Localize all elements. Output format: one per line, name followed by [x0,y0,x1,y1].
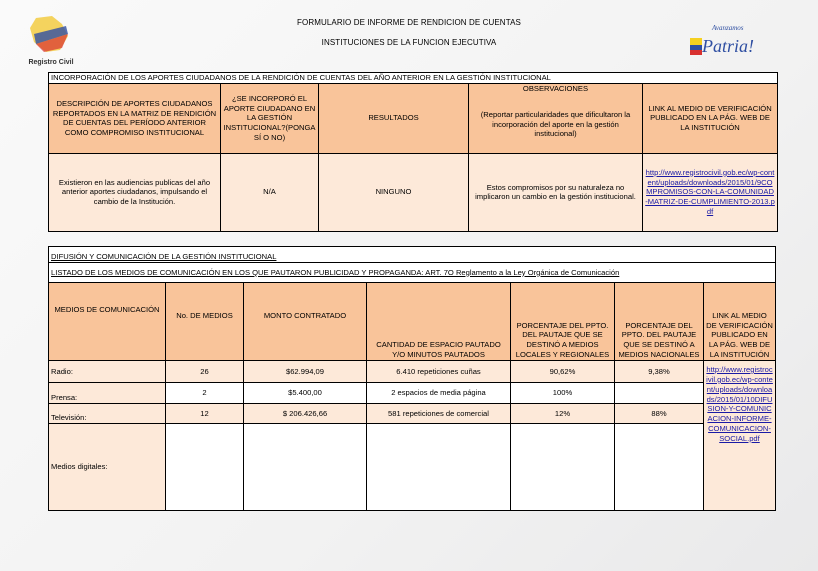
numero-cell: 26 [166,361,244,383]
aportes-ciudadanos-table [48,72,778,232]
nacional-cell: 9,38% [615,361,704,383]
table-row [49,153,778,231]
cantidad-cell: 2 espacios de media página [367,383,511,404]
section2-subtitle: LISTADO DE LOS MEDIOS DE COMUNICACIÓN EN LOS QUE PAUTARON PUBLICIDAD Y PROPAGANDA: ART. 7O Reglamento a la Ley Orgánica de Comunicación [49,263,776,283]
form-title: FORMULARIO DE INFORME DE RENDICION DE CUENTAS [297,18,521,27]
monto-cell: $ 206.426,66 [244,404,367,424]
col-numero: No. DE MEDIOS [166,283,244,361]
form-subtitle: INSTITUCIONES DE LA FUNCION EJECUTIVA [321,38,497,47]
col-nacional: PORCENTAJE DEL PPTO. DEL PAUTAJE QUE SE DESTINÓ A MEDIOS NACIONALES [615,283,704,361]
verification-link[interactable]: http://www.registrocivil.gob.ec/wp-content/uploads/downloads/2015/01/10DIFUSION-Y-COMUNICACION-INFORME-COMUNICACION-SOCIAL.pdf [706,365,773,444]
link-cell [704,361,776,511]
incorporo-cell: N/A [221,153,319,231]
local-cell: 100% [511,383,615,404]
nacional-cell [615,424,704,511]
nacional-cell [615,383,704,404]
observaciones-label: OBSERVACIONES [522,83,589,93]
svg-text:Avanzamos: Avanzamos [712,24,744,32]
monto-cell: $62.994,09 [244,361,367,383]
numero-cell [166,424,244,511]
medio-cell: Medios digitales: [49,424,166,511]
svg-text:Patria!: Patria! [702,36,754,56]
local-cell [511,424,615,511]
verification-link[interactable]: http://www.registrocivil.gob.ec/wp-content/uploads/downloads/2015/01/9COMPROMISOS-CON-LA-COMUNIDAD-MATRIZ-DE-CUMPLIMIENTO-2013.pdf [645,167,775,217]
local-cell: 90,62% [511,361,615,383]
resultados-cell: NINGUNO [319,153,469,231]
col-local: PORCENTAJE DEL PPTO. DEL PAUTAJE QUE SE DESTINÓ A MEDIOS LOCALES Y REGIONALES [511,283,615,361]
section1-title: INCORPORACIÓN DE LOS APORTES CIUDADANOS DE LA RENDICIÓN DE CUENTAS DEL AÑO ANTERIOR EN LA GESTIÓN INSTITUCIONAL [49,73,778,84]
table-row [49,361,776,383]
medio-cell: Prensa: [49,383,166,404]
descripcion-cell: Existieron en las audiencias publicas del año anterior aportes ciudadanos, impulsando el cambio de la Institución. [49,153,221,231]
observaciones-cell: Estos compromisos por su naturaleza no implicaron un cambio en la gestión institucional. [469,153,643,231]
section2-title: DIFUSIÓN Y COMUNICACIÓN DE LA GESTIÓN INSTITUCIONAL [49,247,776,263]
link-cell [643,153,778,231]
col-descripcion: DESCRIPCIÓN DE APORTES CIUDADANOS REPORTADOS EN LA MATRIZ DE RENDICIÓN DE CUENTAS DEL PERÍODO ANTERIOR COMO COMPROMISO INSTITUCIONAL [49,83,221,153]
col-incorporo: ¿SE INCORPORÓ EL APORTE CIUDADANO EN LA GESTIÓN INSTITUCIONAL?(PONGA SÍ O NO) [221,83,319,153]
cantidad-cell: 6.410 repeticiones cuñas [367,361,511,383]
table-row [49,404,776,424]
col-medios: MEDIOS DE COMUNICACIÓN [49,283,166,361]
medio-cell: Televisión: [49,404,166,424]
observaciones-note: (Reportar particularidades que dificultaron la incorporación del aporte en la gestión institucional) [480,109,631,139]
col-cantidad: CANTIDAD DE ESPACIO PAUTADO Y/O MINUTOS PAUTADOS [367,283,511,361]
svg-text:Registro Civil: Registro Civil [28,59,74,66]
patria-logo [686,16,754,66]
monto-cell: $5.400,00 [244,383,367,404]
table-row [49,383,776,404]
col-monto: MONTO CONTRATADO [244,283,367,361]
numero-cell: 2 [166,383,244,404]
local-cell: 12% [511,404,615,424]
col-observaciones [469,83,643,153]
nacional-cell: 88% [615,404,704,424]
col-link: LINK AL MEDIO DE VERIFICACIÓN PUBLICADO EN LA PÁG. WEB DE LA INSTITUCIÓN [704,283,776,361]
cantidad-cell: 581 repeticiones de comercial [367,404,511,424]
col-link: LINK AL MEDIO DE VERIFICACIÓN PUBLICADO EN LA PÁG. WEB DE LA INSTITUCIÓN [643,83,778,153]
col-resultados: RESULTADOS [319,83,469,153]
numero-cell: 12 [166,404,244,424]
medio-cell: Radio: [49,361,166,383]
medios-comunicacion-table [48,246,776,511]
table-row [49,424,776,511]
monto-cell [244,424,367,511]
cantidad-cell [367,424,511,511]
